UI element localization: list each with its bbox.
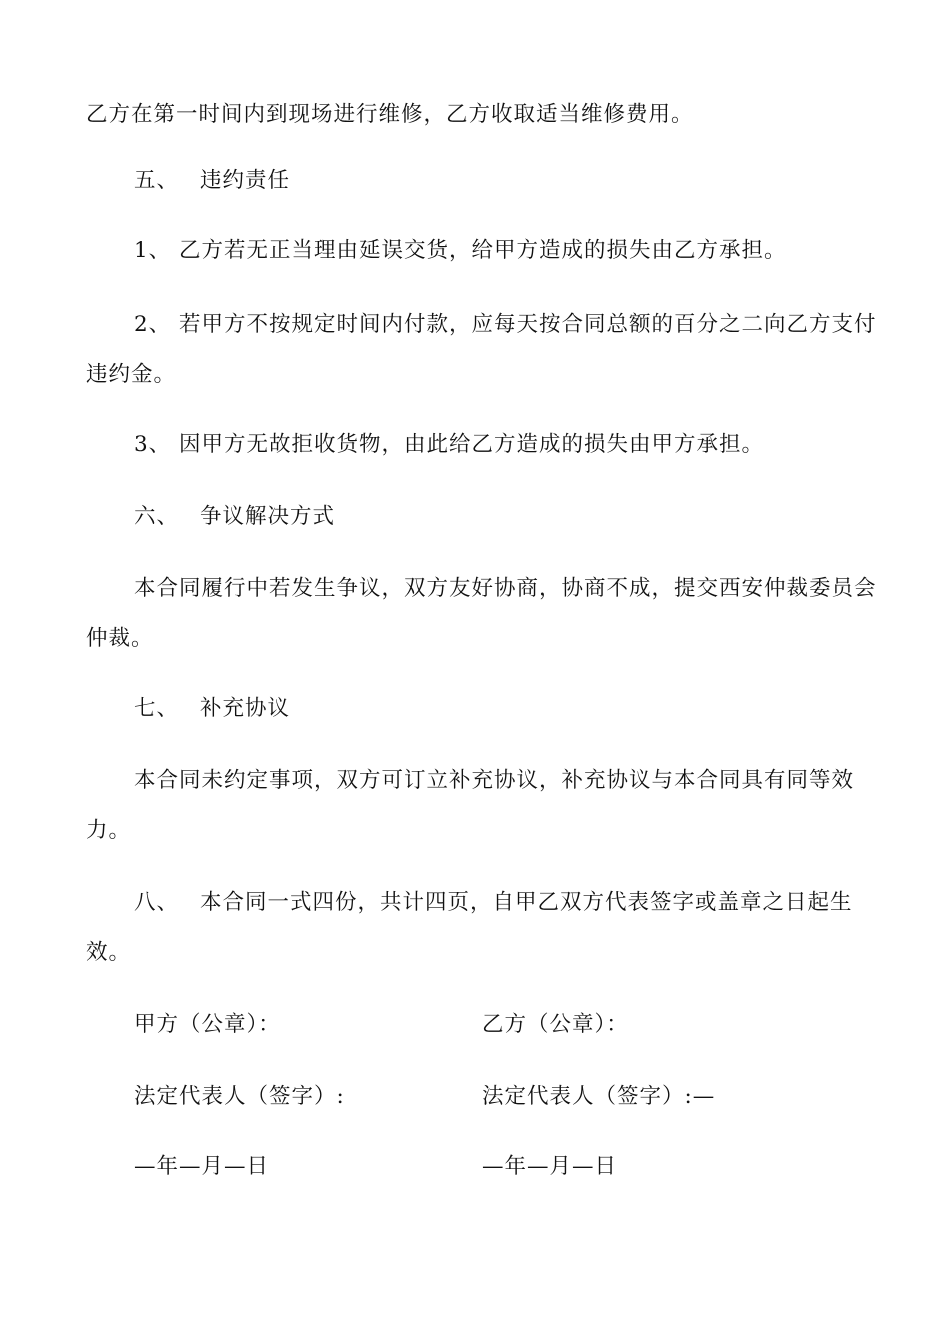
section-title: 争议解决方式 bbox=[200, 504, 336, 529]
section-number: 六、 bbox=[134, 504, 180, 529]
section-number: 八、 bbox=[134, 890, 180, 915]
section-number: 五、 bbox=[134, 168, 180, 193]
party-b-date: —年—月—日 bbox=[482, 1154, 618, 1179]
section-8-line1 bbox=[134, 888, 853, 918]
clause-item-2-line2: 违约金。 bbox=[86, 362, 177, 387]
section-heading-6 bbox=[134, 502, 335, 532]
section-title: 补充协议 bbox=[200, 696, 291, 721]
party-a-representative: 法定代表人（签字）: bbox=[134, 1084, 345, 1109]
section-7-body-line2: 力。 bbox=[86, 818, 132, 843]
section-6-body-line2: 仲裁。 bbox=[86, 626, 154, 651]
party-b-representative: 法定代表人（签字）:— bbox=[482, 1084, 716, 1109]
section-heading-5 bbox=[134, 166, 290, 196]
section-text: 本合同一式四份，共计四页，自甲乙双方代表签字或盖章之日起生 bbox=[200, 890, 853, 915]
section-heading-7 bbox=[134, 694, 290, 724]
clause-item-3: 3、 因甲方无故拒收货物，由此给乙方造成的损失由甲方承担。 bbox=[134, 432, 765, 457]
section-6-body-line1: 本合同履行中若发生争议，双方友好协商，协商不成，提交西安仲裁委员会 bbox=[134, 576, 877, 601]
section-number: 七、 bbox=[134, 696, 180, 721]
party-a-seal: 甲方（公章）： bbox=[134, 1012, 281, 1037]
clause-item-2-line1: 2、 若甲方不按规定时间内付款，应每天按合同总额的百分之二向乙方支付 bbox=[134, 312, 877, 337]
party-a-date: —年—月—日 bbox=[134, 1154, 270, 1179]
section-8-line2: 效。 bbox=[86, 940, 132, 965]
paragraph-intro-end: 乙方在第一时间内到现场进行维修，乙方收取适当维修费用。 bbox=[86, 102, 694, 127]
section-7-body-line1: 本合同未约定事项，双方可订立补充协议，补充协议与本合同具有同等效 bbox=[134, 768, 855, 793]
section-title: 违约责任 bbox=[200, 168, 291, 193]
clause-item-1: 1、 乙方若无正当理由延误交货，给甲方造成的损失由乙方承担。 bbox=[134, 238, 787, 263]
party-b-seal: 乙方（公章）： bbox=[482, 1012, 629, 1037]
